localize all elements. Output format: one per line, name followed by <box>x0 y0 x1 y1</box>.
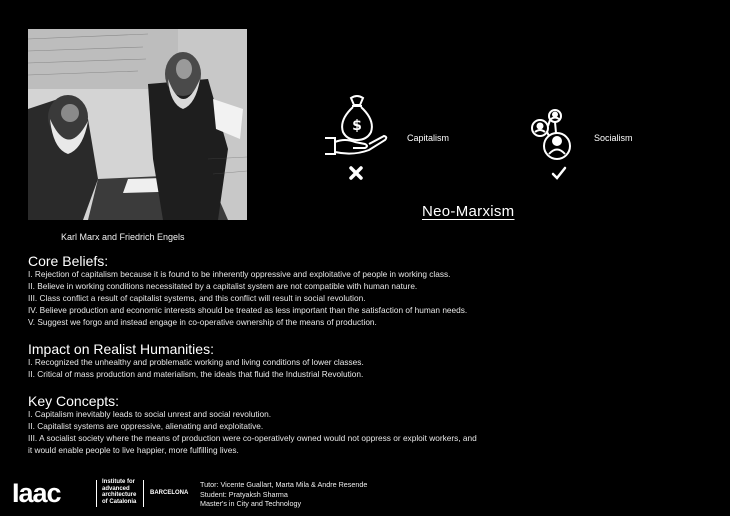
check-icon <box>550 164 568 182</box>
people-network-icon <box>527 108 582 163</box>
core-belief-item: IV. Believe production and economic interests should be treated as less important than the satisfaction of human needs. <box>28 305 468 315</box>
institute-name <box>102 479 136 505</box>
core-belief-item: III. Class conflict a result of capitalist systems, and this conflict will result in social revolution. <box>28 293 366 303</box>
core-belief-item: I. Rejection of capitalism because it is found to be inherently oppressive and exploitative of people in working class. <box>28 269 451 279</box>
credit-line: Tutor: Vicente Guallart, Marta Mila & Andre Resende <box>200 480 368 489</box>
capitalism-label: Capitalism <box>407 133 450 143</box>
impact-list <box>28 356 364 380</box>
institute-line: Institute for <box>102 479 135 485</box>
page-title: Neo-Marxism <box>422 203 515 220</box>
marx-engels-engraving <box>28 29 247 220</box>
impact-item: II. Critical of mass production and materialism, the ideals that fluid the Industrial Revolution. <box>28 369 364 379</box>
cross-icon <box>346 163 366 183</box>
impact-item: I. Recognized the unhealthy and problematic working and living conditions of lower classes. <box>28 357 364 367</box>
core-belief-item: V. Suggest we forgo and instead engage in co-operative ownership of the means of production. <box>28 317 377 327</box>
iaac-logo: Iaac <box>12 478 61 508</box>
key-concept-item: it would enable people to live happier, more fulfilling lives. <box>28 445 239 455</box>
svg-text:$: $ <box>352 118 362 134</box>
institute-line: of Catalonia <box>102 498 137 505</box>
money-bag-hand-icon <box>323 92 391 158</box>
core-beliefs-heading: Core Beliefs: <box>28 253 109 269</box>
key-concept-item: III. A socialist society where the means of production were co-operatively owned would not oppress or exploit workers, and <box>28 433 477 443</box>
key-concept-item: II. Capitalist systems are oppressive, alienating and exploitative. <box>28 421 264 431</box>
credits <box>200 480 367 509</box>
footer-divider <box>96 480 97 507</box>
photo-caption: Karl Marx and Friedrich Engels <box>61 232 185 242</box>
credit-line: Student: Pratyaksh Sharma <box>200 489 288 499</box>
core-belief-item: II. Believe in working conditions necessitated by a capitalist system are not compatible with human nature. <box>28 281 418 291</box>
city-name: BARCELONA <box>150 490 189 496</box>
institute-line: advanced <box>102 485 130 492</box>
core-beliefs-list <box>28 268 467 328</box>
key-concepts-heading: Key Concepts: <box>28 393 120 409</box>
key-concepts-list <box>28 408 477 456</box>
impact-heading: Impact on Realist Humanities: <box>28 341 214 357</box>
footer-divider <box>143 480 144 507</box>
credit-line: Master's in City and Technology <box>200 499 302 509</box>
socialism-label: Socialism <box>594 133 633 143</box>
key-concept-item: I. Capitalism inevitably leads to social unrest and social revolution. <box>28 409 272 419</box>
institute-line: architecture <box>102 492 137 499</box>
